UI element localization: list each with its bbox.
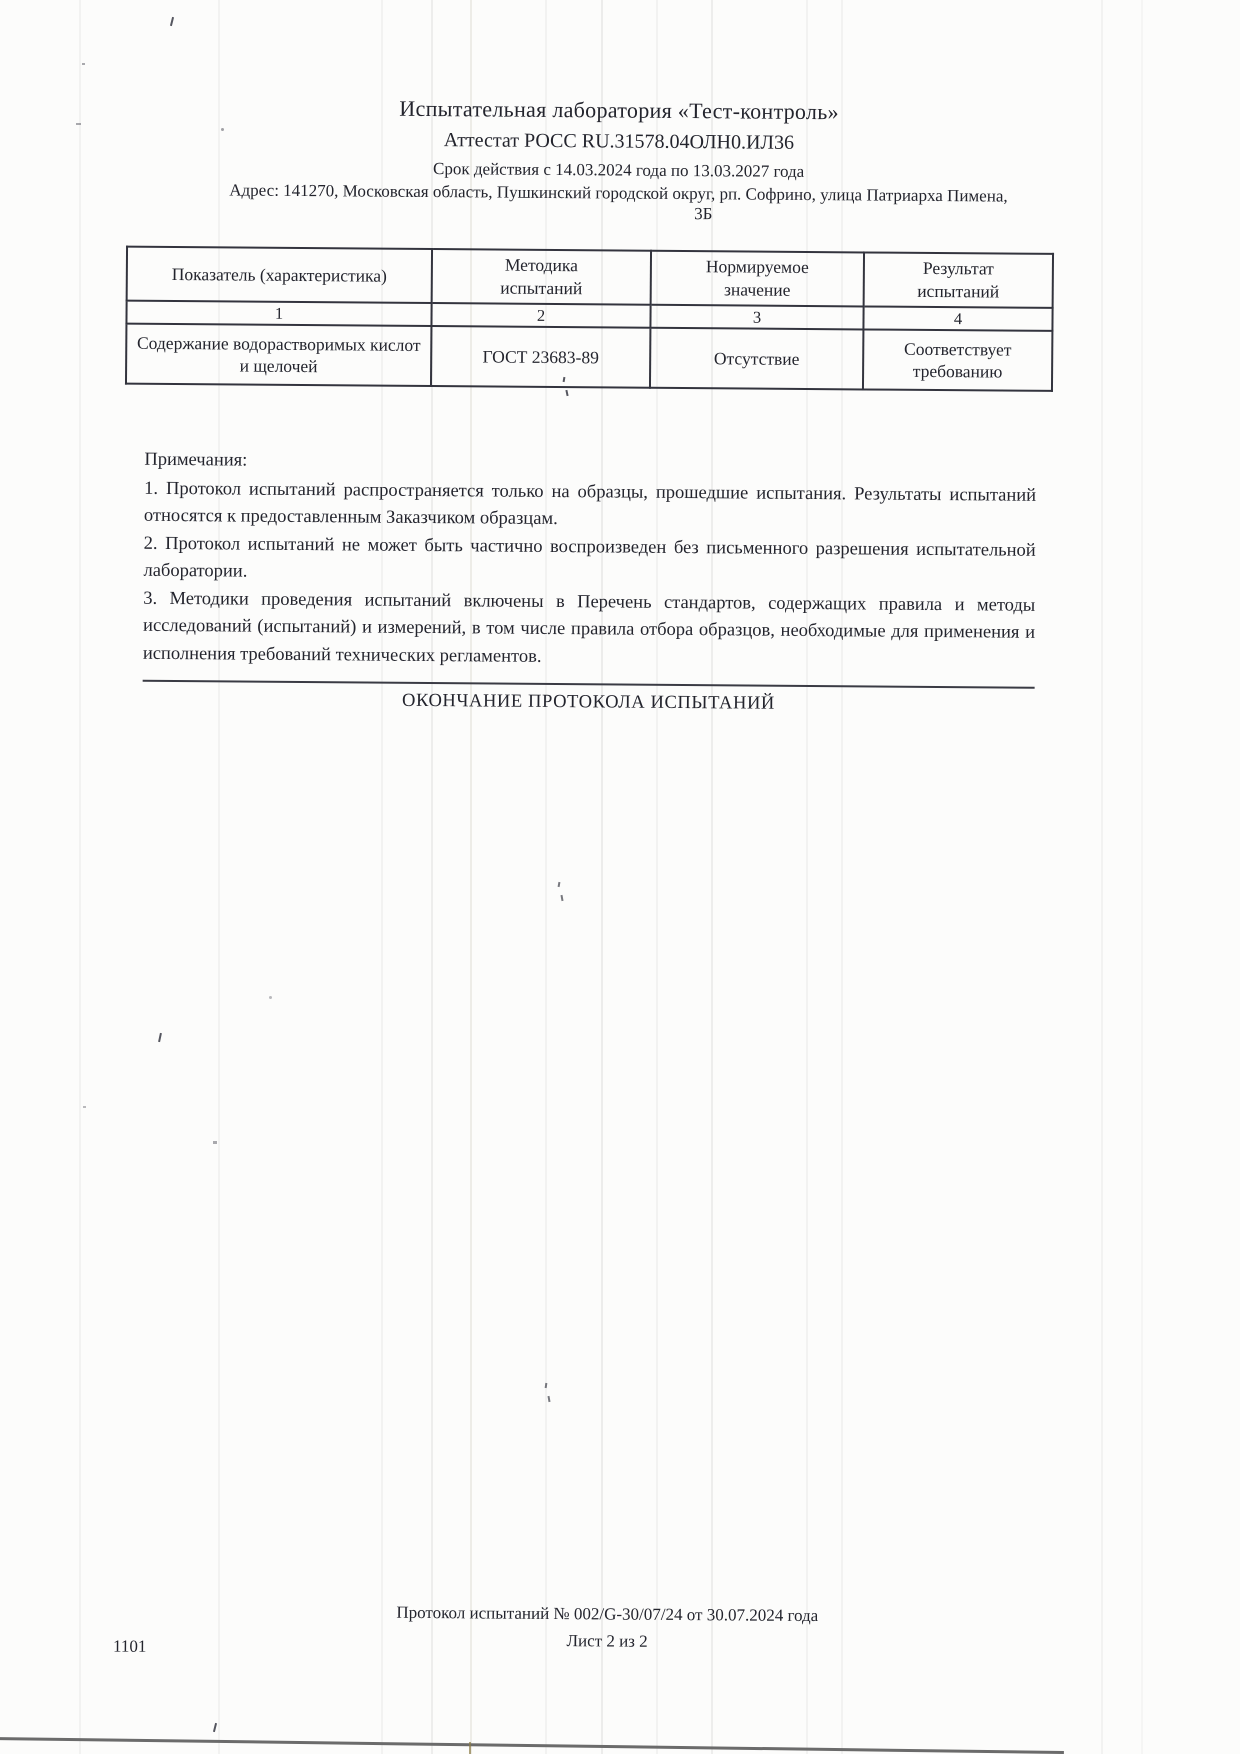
col-number: 2 — [431, 303, 650, 328]
col-header-indicator: Показатель (характеристика) — [127, 247, 432, 303]
table-header-row — [127, 247, 1053, 308]
notes-section — [143, 447, 1037, 675]
attestation-number: Аттестат РОСС RU.31578.04ОЛН0.ИЛ36 — [443, 129, 795, 154]
notes-title: Примечания: — [144, 449, 248, 471]
test-results-table — [125, 246, 1054, 393]
protocol-number-line: Протокол испытаний № 002/G-30/07/24 от 30.07.2024 года — [396, 1602, 819, 1626]
sheet-number-line: Лист 2 из 2 — [566, 1631, 648, 1651]
scan-artifact — [83, 1106, 86, 1108]
note-item-3: 3. Методики проведения испытаний включены в Перечень стандартов, содержащих правила и методы исследований (испытаний) и измерений, в том числе правила отбора образцов, необходимые для применения и исполнения требований технических регламентов. — [142, 588, 1036, 667]
scan-edge-mark — [469, 1742, 471, 1754]
scan-artifact — [269, 996, 272, 999]
lab-title: Испытательная лаборатория «Тест-контроль» — [399, 95, 840, 125]
end-of-protocol-title: ОКОНЧАНИЕ ПРОТОКОЛА ИСПЫТАНИЙ — [401, 690, 776, 714]
note-item-1: 1. Протокол испытаний распространяется только на образцы, прошедшие испытания. Результаты испытаний относятся к предоставленным Заказчиком образцам. — [143, 478, 1037, 530]
cell-method: ГОСТ 23683-89 — [431, 326, 650, 388]
col-header-result: Результат испытаний — [864, 252, 1053, 307]
col-number: 4 — [863, 306, 1052, 331]
col-header-method: Методика испытаний — [432, 249, 651, 305]
col-number: 1 — [126, 301, 431, 327]
document-footer — [0, 1596, 1227, 1660]
scan-artifact — [221, 128, 224, 131]
document-header — [0, 93, 1239, 229]
address-line-2: 3Б — [694, 204, 713, 224]
table-row — [126, 324, 1052, 391]
scan-artifact — [82, 63, 85, 65]
end-of-protocol-section — [142, 680, 1034, 717]
scan-artifact — [213, 1141, 217, 1144]
note-item-2: 2. Протокол испытаний не может быть частично воспроизведен без письменного разрешения испытательной лаборатории. — [143, 533, 1036, 582]
col-number: 3 — [650, 305, 863, 330]
cell-indicator: Содержание водорастворимых кислот и щелочей — [126, 324, 431, 386]
cell-normative: Отсутствие — [650, 328, 863, 390]
col-header-normative: Нормируемое значение — [651, 251, 864, 307]
validity-period: Срок действия с 14.03.2024 года по 13.03.2027 года — [432, 159, 805, 181]
cell-result: Соответствует требованию — [863, 330, 1052, 391]
page-number-stamp: 1101 — [112, 1636, 147, 1656]
scan-artifact — [76, 123, 81, 125]
address-line-1: Адрес: 141270, Московская область, Пушкинский городской округ, рп. Софрино, улица Патриарха Пимена, — [229, 180, 1008, 206]
